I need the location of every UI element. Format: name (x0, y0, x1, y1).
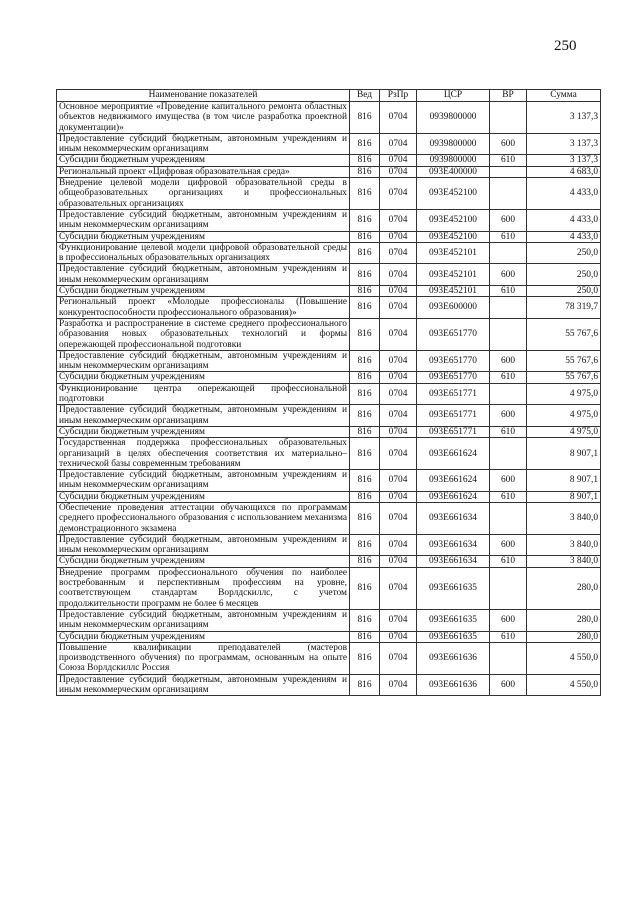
table-row (57, 318, 601, 350)
table-row (57, 631, 601, 642)
cell-ved: 816 (350, 297, 380, 319)
cell-sum: 4 683,0 (527, 166, 601, 177)
cell-vr: 600 (490, 133, 527, 155)
cell-sum: 4 550,0 (527, 642, 601, 674)
cell-rzpr: 0704 (380, 231, 417, 242)
table-row (57, 178, 601, 210)
cell-sum: 280,0 (527, 631, 601, 642)
cell-sum: 280,0 (527, 609, 601, 631)
cell-csr: 093E651770 (417, 318, 490, 350)
cell-rzpr: 0704 (380, 491, 417, 502)
cell-name: Субсидии бюджетным учреждениям (57, 231, 350, 242)
cell-csr: 093E661634 (417, 556, 490, 567)
header-sum: Сумма (527, 90, 601, 102)
cell-vr: 600 (490, 470, 527, 492)
cell-sum: 3 137,3 (527, 133, 601, 155)
cell-vr (490, 438, 527, 470)
cell-vr: 600 (490, 350, 527, 372)
cell-csr: 093E661634 (417, 502, 490, 534)
cell-csr: 093E661634 (417, 534, 490, 556)
cell-vr (490, 166, 527, 177)
cell-rzpr: 0704 (380, 556, 417, 567)
cell-rzpr: 0704 (380, 426, 417, 437)
cell-csr: 093E661635 (417, 631, 490, 642)
cell-vr (490, 383, 527, 405)
cell-rzpr: 0704 (380, 567, 417, 609)
cell-ved: 816 (350, 286, 380, 297)
table-row (57, 426, 601, 437)
cell-rzpr: 0704 (380, 631, 417, 642)
cell-sum: 4 433,0 (527, 209, 601, 231)
cell-name: Функционирование центра опережающей профессиональной подготовки (57, 383, 350, 405)
cell-csr: 093E661636 (417, 642, 490, 674)
cell-name: Предоставление субсидий бюджетным, автономным учреждениям и иным некоммерческим организациям (57, 609, 350, 631)
cell-name: Региональный проект «Молодые профессионалы (Повышение конкурентоспособности профессионального образования)» (57, 297, 350, 319)
cell-name: Обеспечение проведения аттестации обучающихся по программам среднего профессионального образования с использованием механизма демонстрационного экзамена (57, 502, 350, 534)
cell-sum: 8 907,1 (527, 491, 601, 502)
cell-sum: 3 840,0 (527, 502, 601, 534)
cell-vr: 610 (490, 556, 527, 567)
cell-csr: 093E400000 (417, 166, 490, 177)
cell-name: Разработка и распространение в системе среднего профессионального образования новых образовательных технологий и формы опережающей профессиональной подготовки (57, 318, 350, 350)
cell-rzpr: 0704 (380, 405, 417, 427)
cell-vr: 600 (490, 264, 527, 286)
header-rzpr: РзПр (380, 90, 417, 102)
cell-ved: 816 (350, 242, 380, 264)
cell-ved: 816 (350, 556, 380, 567)
cell-sum: 3 840,0 (527, 556, 601, 567)
cell-sum: 55 767,6 (527, 350, 601, 372)
header-ved: Вед (350, 90, 380, 102)
cell-rzpr: 0704 (380, 178, 417, 210)
table-row (57, 642, 601, 674)
cell-vr: 610 (490, 426, 527, 437)
cell-csr: 093E661636 (417, 674, 490, 696)
table-row (57, 155, 601, 166)
cell-name: Предоставление субсидий бюджетным, автономным учреждениям и иным некоммерческим организациям (57, 133, 350, 155)
cell-rzpr: 0704 (380, 155, 417, 166)
cell-vr: 610 (490, 231, 527, 242)
cell-name: Субсидии бюджетным учреждениям (57, 286, 350, 297)
cell-ved: 816 (350, 209, 380, 231)
cell-rzpr: 0704 (380, 102, 417, 134)
cell-vr: 610 (490, 286, 527, 297)
cell-vr: 600 (490, 534, 527, 556)
cell-ved: 816 (350, 631, 380, 642)
cell-ved: 816 (350, 178, 380, 210)
cell-vr: 610 (490, 491, 527, 502)
cell-csr: 093E651771 (417, 383, 490, 405)
cell-rzpr: 0704 (380, 383, 417, 405)
cell-ved: 816 (350, 642, 380, 674)
cell-name: Субсидии бюджетным учреждениям (57, 631, 350, 642)
cell-rzpr: 0704 (380, 350, 417, 372)
cell-ved: 816 (350, 470, 380, 492)
cell-csr: 093E661624 (417, 438, 490, 470)
cell-csr: 0939800000 (417, 102, 490, 134)
cell-csr: 093E651770 (417, 372, 490, 383)
cell-csr: 093E661635 (417, 609, 490, 631)
cell-name: Субсидии бюджетным учреждениям (57, 491, 350, 502)
table-row (57, 556, 601, 567)
cell-sum: 8 907,1 (527, 438, 601, 470)
table-row (57, 231, 601, 242)
cell-sum: 3 137,3 (527, 155, 601, 166)
cell-name: Основное мероприятие «Проведение капитального ремонта областных объектов недвижимого имущества (в том числе разработка проектной документации)» (57, 102, 350, 134)
cell-sum: 4 550,0 (527, 674, 601, 696)
table-row (57, 264, 601, 286)
table-row (57, 534, 601, 556)
cell-csr: 093E452101 (417, 286, 490, 297)
cell-sum: 250,0 (527, 264, 601, 286)
cell-ved: 816 (350, 609, 380, 631)
cell-rzpr: 0704 (380, 438, 417, 470)
table-body (57, 102, 601, 696)
cell-ved: 816 (350, 502, 380, 534)
cell-csr: 093E452100 (417, 209, 490, 231)
cell-sum: 55 767,6 (527, 318, 601, 350)
cell-name: Субсидии бюджетным учреждениям (57, 556, 350, 567)
table-row (57, 567, 601, 609)
cell-sum: 4 433,0 (527, 231, 601, 242)
cell-sum: 250,0 (527, 242, 601, 264)
cell-vr (490, 178, 527, 210)
page-number: 250 (554, 38, 577, 54)
cell-csr: 093E452100 (417, 178, 490, 210)
cell-ved: 816 (350, 438, 380, 470)
cell-sum: 55 767,6 (527, 372, 601, 383)
cell-vr: 610 (490, 155, 527, 166)
cell-csr: 093E452100 (417, 231, 490, 242)
cell-ved: 816 (350, 426, 380, 437)
cell-name: Внедрение программ профессионального обучения по наиболее востребованным и перспективным профессиям на уровне, соответствующем стандартам Ворлдскиллс, с учетом продолжительности программ не более 6 месяцев (57, 567, 350, 609)
cell-vr (490, 567, 527, 609)
cell-csr: 093E651771 (417, 426, 490, 437)
cell-vr: 610 (490, 631, 527, 642)
cell-name: Субсидии бюджетным учреждениям (57, 426, 350, 437)
cell-csr: 093E661624 (417, 491, 490, 502)
cell-vr (490, 642, 527, 674)
cell-sum: 4 975,0 (527, 383, 601, 405)
cell-ved: 816 (350, 534, 380, 556)
header-csr: ЦСР (417, 90, 490, 102)
table-row (57, 297, 601, 319)
cell-csr: 093E661624 (417, 470, 490, 492)
cell-name: Предоставление субсидий бюджетным, автономным учреждениям и иным некоммерческим организациям (57, 350, 350, 372)
cell-ved: 816 (350, 372, 380, 383)
cell-csr: 0939800000 (417, 155, 490, 166)
cell-rzpr: 0704 (380, 166, 417, 177)
cell-csr: 093E600000 (417, 297, 490, 319)
cell-name: Региональный проект «Цифровая образовательная среда» (57, 166, 350, 177)
cell-vr: 600 (490, 405, 527, 427)
cell-sum: 4 433,0 (527, 178, 601, 210)
cell-csr: 093E651771 (417, 405, 490, 427)
table-row (57, 166, 601, 177)
cell-name: Внедрение целевой модели цифровой образовательной среды в общеобразовательных организациях и профессиональных образовательных организациях (57, 178, 350, 210)
cell-name: Государственная поддержка профессиональных образовательных организаций в целях обеспечения соответствия их материально–технической базы современным требованиям (57, 438, 350, 470)
cell-rzpr: 0704 (380, 264, 417, 286)
cell-name: Функционирование целевой модели цифровой образовательной среды в профессиональных образовательных организациях (57, 242, 350, 264)
table-row (57, 502, 601, 534)
cell-ved: 816 (350, 350, 380, 372)
cell-rzpr: 0704 (380, 502, 417, 534)
cell-vr: 600 (490, 209, 527, 231)
budget-table (56, 89, 601, 696)
cell-ved: 816 (350, 155, 380, 166)
cell-csr: 093E651770 (417, 350, 490, 372)
table-row (57, 350, 601, 372)
cell-rzpr: 0704 (380, 133, 417, 155)
cell-csr: 093E661635 (417, 567, 490, 609)
table-row (57, 383, 601, 405)
table-row (57, 102, 601, 134)
cell-sum: 4 975,0 (527, 405, 601, 427)
header-name: Наименование показателей (57, 90, 350, 102)
cell-ved: 816 (350, 166, 380, 177)
table-row (57, 491, 601, 502)
table-row (57, 286, 601, 297)
cell-sum: 78 319,7 (527, 297, 601, 319)
cell-rzpr: 0704 (380, 534, 417, 556)
cell-sum: 280,0 (527, 567, 601, 609)
cell-vr: 600 (490, 674, 527, 696)
cell-sum: 8 907,1 (527, 470, 601, 492)
cell-name: Субсидии бюджетным учреждениям (57, 155, 350, 166)
table-row (57, 609, 601, 631)
cell-vr (490, 102, 527, 134)
cell-rzpr: 0704 (380, 209, 417, 231)
cell-csr: 093E452101 (417, 264, 490, 286)
cell-rzpr: 0704 (380, 297, 417, 319)
cell-csr: 093E452101 (417, 242, 490, 264)
cell-sum: 4 975,0 (527, 426, 601, 437)
cell-ved: 816 (350, 318, 380, 350)
table-header-row (57, 90, 601, 102)
cell-name: Предоставление субсидий бюджетным, автономным учреждениям и иным некоммерческим организациям (57, 264, 350, 286)
table-row (57, 438, 601, 470)
table-row (57, 674, 601, 696)
cell-vr: 600 (490, 609, 527, 631)
table-row (57, 209, 601, 231)
cell-sum: 3 137,3 (527, 102, 601, 134)
cell-vr: 610 (490, 372, 527, 383)
cell-rzpr: 0704 (380, 242, 417, 264)
cell-rzpr: 0704 (380, 286, 417, 297)
cell-rzpr: 0704 (380, 372, 417, 383)
cell-ved: 816 (350, 567, 380, 609)
cell-rzpr: 0704 (380, 609, 417, 631)
cell-rzpr: 0704 (380, 674, 417, 696)
cell-name: Повышение квалификации преподавателей (мастеров производственного обучения) по программам, основанным на опыте Союза Ворлдскиллс Россия (57, 642, 350, 674)
cell-vr (490, 318, 527, 350)
cell-csr: 0939800000 (417, 133, 490, 155)
cell-rzpr: 0704 (380, 470, 417, 492)
cell-name: Предоставление субсидий бюджетным, автономным учреждениям и иным некоммерческим организациям (57, 534, 350, 556)
cell-ved: 816 (350, 231, 380, 242)
cell-ved: 816 (350, 383, 380, 405)
cell-rzpr: 0704 (380, 318, 417, 350)
cell-vr (490, 297, 527, 319)
cell-ved: 816 (350, 102, 380, 134)
table-row (57, 372, 601, 383)
cell-vr (490, 242, 527, 264)
table-row (57, 470, 601, 492)
header-vr: ВР (490, 90, 527, 102)
table-row (57, 133, 601, 155)
cell-rzpr: 0704 (380, 642, 417, 674)
cell-name: Предоставление субсидий бюджетным, автономным учреждениям и иным некоммерческим организациям (57, 470, 350, 492)
cell-name: Предоставление субсидий бюджетным, автономным учреждениям и иным некоммерческим организациям (57, 209, 350, 231)
table-row (57, 405, 601, 427)
cell-ved: 816 (350, 405, 380, 427)
cell-ved: 816 (350, 674, 380, 696)
cell-sum: 250,0 (527, 286, 601, 297)
cell-name: Предоставление субсидий бюджетным, автономным учреждениям и иным некоммерческим организациям (57, 674, 350, 696)
cell-sum: 3 840,0 (527, 534, 601, 556)
cell-name: Субсидии бюджетным учреждениям (57, 372, 350, 383)
table-row (57, 242, 601, 264)
cell-ved: 816 (350, 491, 380, 502)
cell-name: Предоставление субсидий бюджетным, автономным учреждениям и иным некоммерческим организациям (57, 405, 350, 427)
cell-vr (490, 502, 527, 534)
cell-ved: 816 (350, 133, 380, 155)
cell-ved: 816 (350, 264, 380, 286)
